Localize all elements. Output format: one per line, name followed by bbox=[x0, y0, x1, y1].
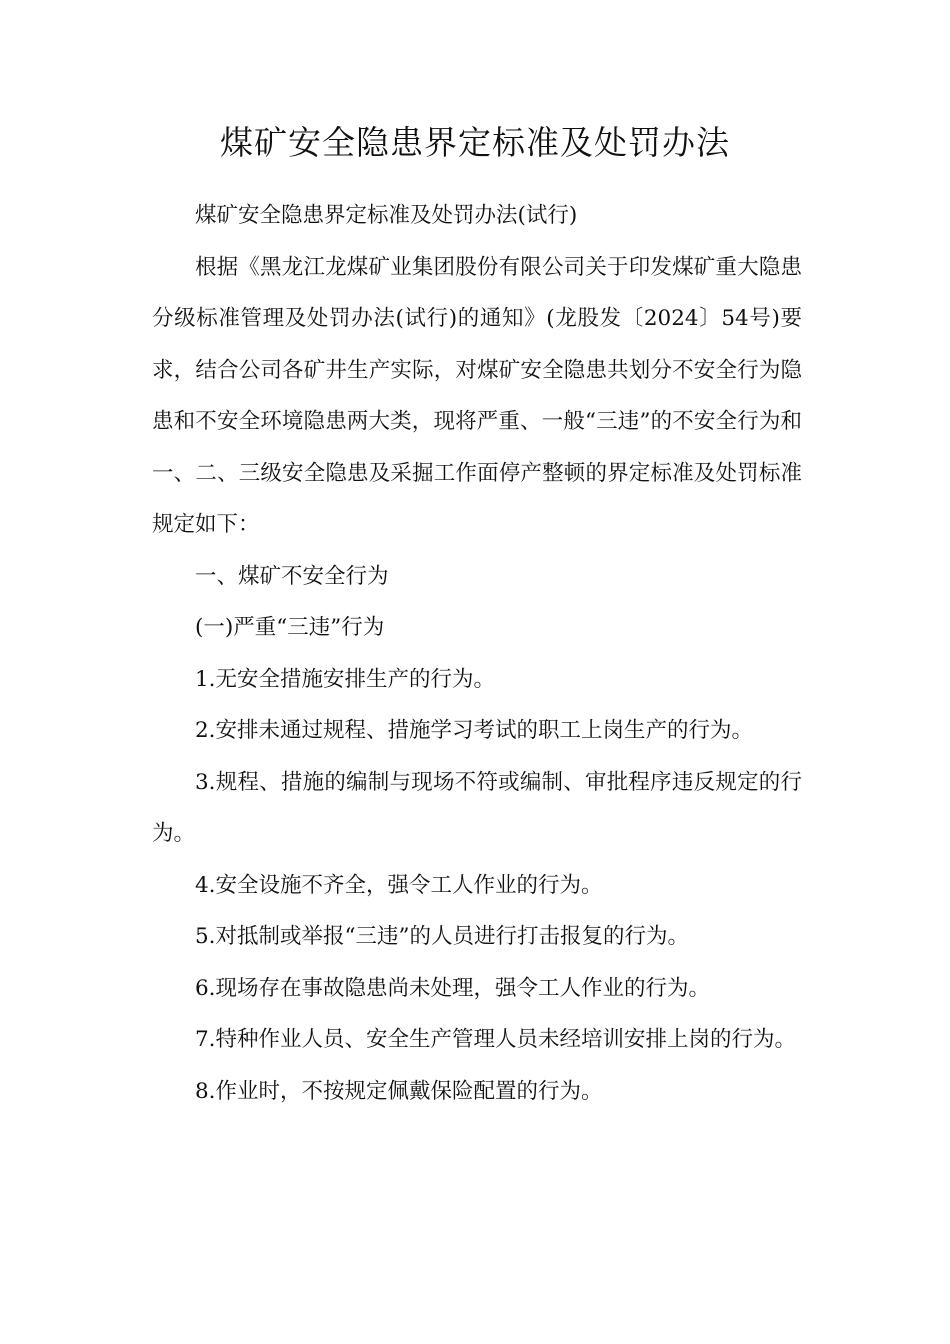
list-item-5: 5.对抵制或举报“三违”的人员进行打击报复的行为。 bbox=[195, 924, 689, 949]
section-heading: 一、煤矿不安全行为 bbox=[195, 563, 389, 589]
paragraph-intro: 根据《黑龙江龙煤矿业集团股份有限公司关于印发煤矿重大隐患分级标准管理及处罚办法(试行)的通知》(龙股发〔2024〕54号)要求，结合公司各矿井生产实际，对煤矿安全隐患共划分不安全行为隐患和不安全环境隐患两大类，现将严重、一般“三违”的不安全行为和一、二、三级安全隐患及采掘工作面停产整顿的界定标准及处罚标准规定如下： bbox=[152, 254, 802, 537]
list-item-6: 6.现场存在事故隐患尚未处理，强令工人作业的行为。 bbox=[195, 975, 711, 1001]
document-body bbox=[152, 190, 802, 1117]
list-item-7: 7.特种作业人员、安全生产管理人员未经培训安排上岗的行为。 bbox=[195, 1027, 797, 1052]
list-item-2: 2.安排未通过规程、措施学习考试的职工上岗生产的行为。 bbox=[195, 718, 754, 743]
document-title: 煤矿安全隐患界定标准及处罚办法 bbox=[220, 123, 730, 162]
list-item-1: 1.无安全措施安排生产的行为。 bbox=[195, 666, 496, 692]
list-item-3: 3.规程、措施的编制与现场不符或编制、审批程序违反规定的行为。 bbox=[152, 769, 802, 846]
list-item-4: 4.安全设施不齐全，强令工人作业的行为。 bbox=[195, 872, 603, 898]
subsection-heading: (一)严重“三违”行为 bbox=[195, 615, 385, 640]
paragraph-subtitle: 煤矿安全隐患界定标准及处罚办法(试行) bbox=[195, 203, 578, 228]
list-item-8: 8.作业时，不按规定佩戴保险配置的行为。 bbox=[195, 1078, 603, 1104]
